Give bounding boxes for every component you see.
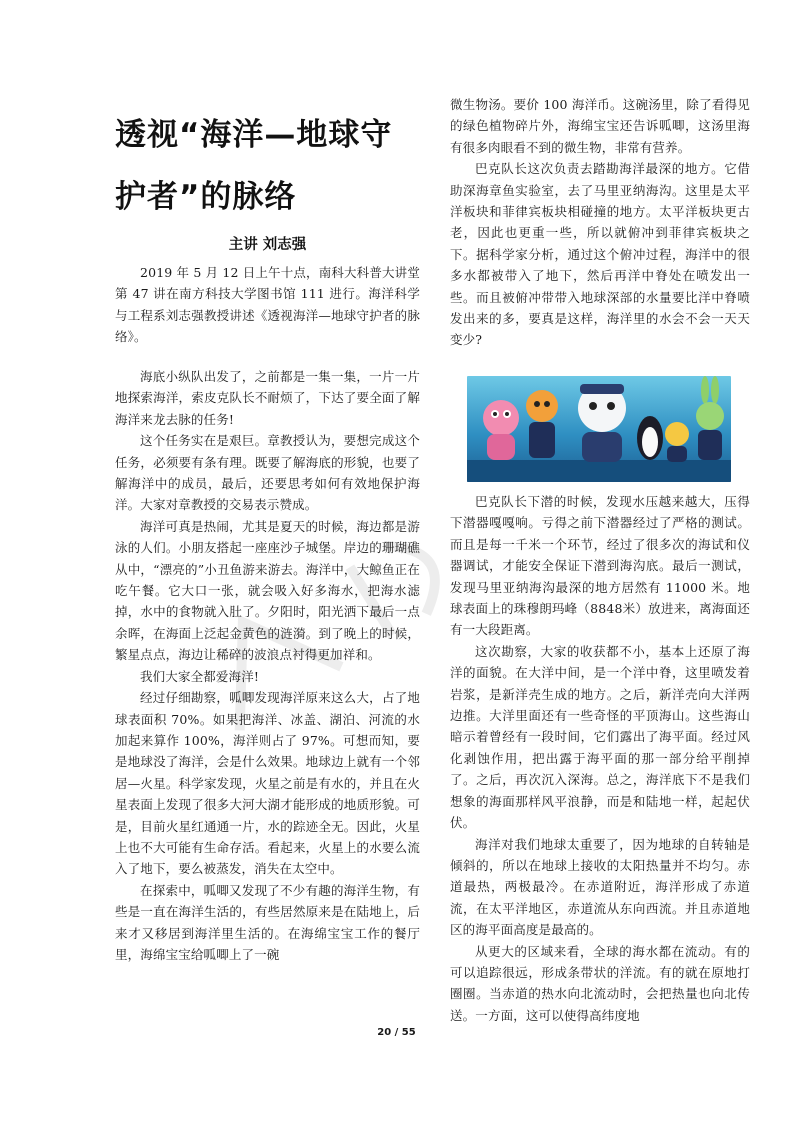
- right-body-bottom: [450, 491, 750, 1026]
- character-yellow-dog: [665, 422, 689, 462]
- article-title: 透视“海洋—地球守护者”的脉络: [115, 117, 393, 215]
- octonauts-illustration-art: [467, 376, 731, 482]
- character-white-bear: [578, 384, 626, 462]
- character-orange-cat: [526, 390, 558, 458]
- paragraph: 从更大的区域来看，全球的海水都在流动。有的可以追踪很远，形成条带状的洋流。有的就在原地打圈圈。当赤道的热水向北流动时，会把热量也向北传送。一方面，这可以使得高纬度地: [450, 943, 750, 1023]
- paragraph: 经过仔细勘察，呱唧发现海洋原来这么大，占了地球表面积 70%。如果把海洋、冰盖、湖泊、河流的水加起来算作 100%，海洋则占了 97%。可想而知，要是地球没了海洋，会是什么效果。地球边上就有一个邻居—火星。科学家发现，火星之前是有水的，并且在火星表面上发现了很多大河大湖才能形成的地质形貌。可是，目前火星红通通一片，水的踪迹全无。因此，火星上也不大可能有生命存活。看起来，火星上的水要么流入了地下，要么被蒸发，消失在太空中。: [115, 690, 420, 877]
- octonauts-illustration: [467, 376, 731, 482]
- paragraph: 这个任务实在是艰巨。章教授认为，要想完成这个任务，必须要有条有理。既要了解海底的形貌，也要了解海洋中的成员，最后，还要思考如何有效地保护海洋。大家对章教授的交易表示赞成。: [115, 433, 420, 513]
- paragraph: 这次勘察，大家的收获都不小，基本上还原了海洋的面貌。在大洋中间，是一个洋中脊，这里喷发着岩浆，是新洋壳生成的地方。之后，新洋壳向大洋两边推。大洋里面还有一些奇怪的平顶海山。这些海山暗示着曾经有一段时间，它们露出了海平面。经过风化剥蚀作用，把出露于海平面的那一部分给平削掉了。之后，再次沉入深海。总之，海洋底下不是我们想象的海面那样风平浪静，而是和陆地一样，起起伏伏。: [450, 643, 750, 831]
- paragraph: 巴克队长下潜的时候，发现水压越来越大，压得下潜器嘎嘎响。亏得之前下潜器经过了严格的测试。而且是每一千米一个环节，经过了很多次的海试和仪器调试，才能安全保证下潜到海沟底。最后一测试，发现马里亚纳海沟最深的地方居然有 11000 米。地球表面上的珠穆朗玛峰（8848米）放进来，离海面还有一大段距离。: [450, 494, 750, 638]
- paragraph: 在探索中，呱唧又发现了不少有趣的海洋生物，有些是一直在海洋生活的，有些居然原来是在陆地上，后来才又移居到海洋里生活的。在海绵宝宝工作的餐厅里，海绵宝宝给呱唧上了一碗: [115, 882, 420, 962]
- page-number: 20 / 55: [377, 1027, 416, 1038]
- paragraph: 海底小纵队出发了，之前都是一集一集，一片一片地探索海洋，索皮克队长不耐烦了，下达了要全面了解海洋来龙去脉的任务!: [115, 369, 420, 427]
- paragraph: 我们大家全都爱海洋!: [140, 668, 260, 684]
- right-body-top: [450, 94, 750, 351]
- left-body: [115, 366, 420, 965]
- character-pink-octopus: [483, 400, 519, 460]
- character-green-rabbit: [696, 376, 724, 460]
- article-intro: [115, 262, 420, 348]
- article-byline: 主讲 刘志强: [228, 237, 307, 253]
- paragraph: 海洋对我们地球太重要了，因为地球的自转轴是倾斜的，所以在地球上接收的太阳热量并不均匀。赤道最热，两极最冷。在赤道附近，海洋形成了赤道流，在太平洋地区，赤道流从东向西流。并且赤道地区的海平面高度是最高的。: [450, 836, 750, 938]
- paragraph: 微生物汤。要价 100 海洋币。这碗汤里，除了看得见的绿色植物碎片外，海绵宝宝还告诉呱唧，这汤里海有很多肉眼看不到的微生物，非常有营养。: [450, 97, 750, 155]
- paragraph: 巴克队长这次负责去踏勘海洋最深的地方。它借助深海章鱼实验室，去了马里亚纳海沟。这里是太平洋板块和菲律宾板块相碰撞的地方。太平洋板块更古老，因此也更重一些，所以就俯冲到菲律宾板块之下。据科学家分析，通过这个俯冲过程，海洋中的很多水都被带入了地下，然后再洋中脊处在喷发出一些。而且被俯冲带带入地球深部的水量要比洋中脊喷发出来的多，要真是这样，海洋里的水会不会一天天变少?: [450, 161, 750, 348]
- character-penguin: [637, 416, 663, 460]
- paragraph: 海洋可真是热闹，尤其是夏天的时候，海边都是游泳的人们。小朋友搭起一座座沙子城堡。岸边的珊瑚礁从中，“漂亮的”小丑鱼游来游去。海洋中，大鲸鱼正在吃午餐。它大口一张，就会吸入好多海水，把海水滤掉，水中的食物就入肚了。夕阳时，阳光洒下最后一点余晖，在海面上泛起金黄色的涟漪。到了晚上的时候，繁星点点，海边让稀碎的波浪点衬得更加祥和。: [115, 518, 420, 663]
- intro-paragraph: 2019 年 5 月 12 日上午十点，南科大科普大讲堂第 47 讲在南方科技大学图书馆 111 进行。海洋科学与工程系刘志强教授讲述《透视海洋—地球守护者的脉络》。: [115, 265, 420, 345]
